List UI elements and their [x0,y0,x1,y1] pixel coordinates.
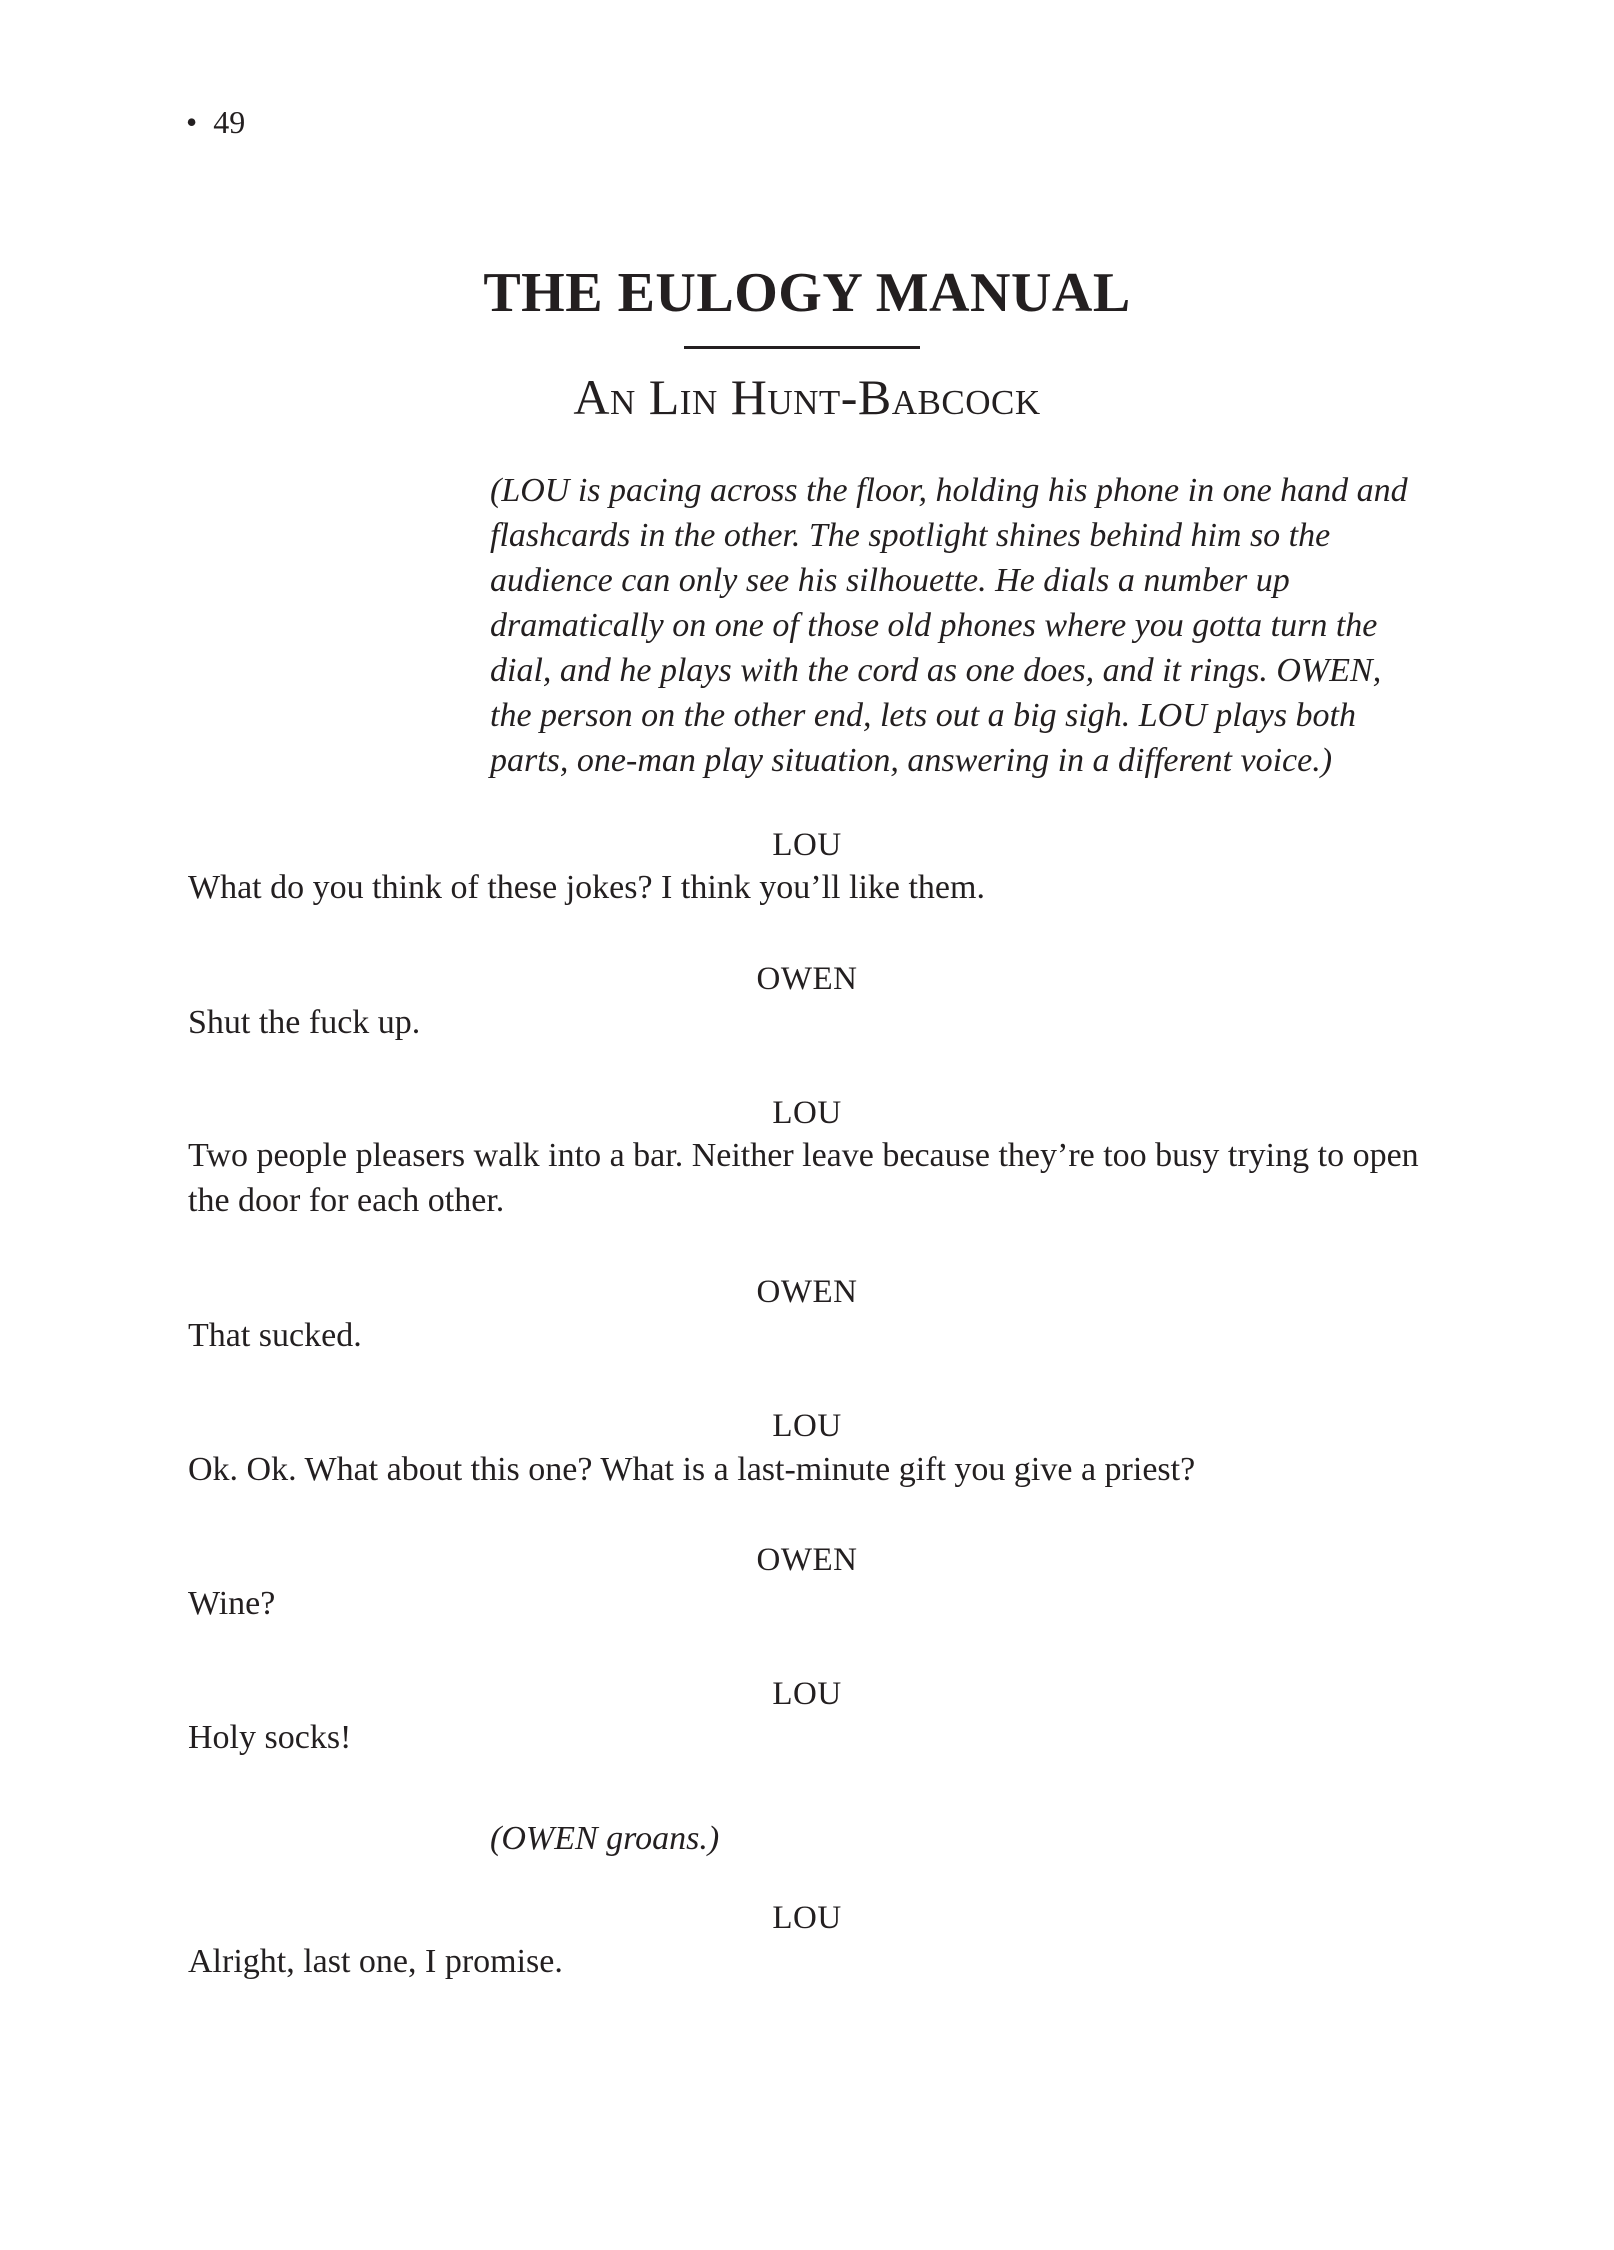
speaker-name: LOU [772,827,842,863]
speaker-name: LOU [772,1900,842,1936]
groan-stage-direction: (OWEN groans.) [490,1820,720,1857]
title-divider [684,346,920,349]
speaker-name: OWEN [756,1274,858,1310]
dialogue-line: Ok. Ok. What about this one? What is a last-minute gift you give a priest? [188,1451,1196,1488]
dialogue-line: Wine? [188,1585,276,1622]
dialogue-line: What do you think of these jokes? I think you’ll like them. [188,869,985,906]
dialogue-line: Two people pleasers walk into a bar. Neither leave because they’re too busy trying to open the door for each other. [188,1137,1419,1219]
page-number-value: 49 [213,104,246,140]
dialogue-line: Shut the fuck up. [188,1004,421,1041]
page-number [186,102,245,142]
dialogue-line: Holy socks! [188,1719,352,1756]
speaker-name: OWEN [756,961,858,997]
dialogue-line: That sucked. [188,1317,362,1354]
play-title: THE EULOGY MANUAL [483,262,1131,324]
speaker-name: OWEN [756,1542,858,1578]
opening-stage-direction: (LOU is pacing across the floor, holding his phone in one hand and flashcards in the other. The spotlight shines behind him so the audience can only see his silhouette. He dials a number up dramatically on one of those old phones where you gotta turn the dial, and he plays with the cord as one does, and it rings. OWEN, the person on the other end, lets out a big sigh. LOU plays both parts, one-man play situation, answering in a different voice.) [490,472,1408,779]
play-author: An Lin Hunt-Babcock [573,369,1041,425]
speaker-name: LOU [772,1408,842,1444]
speaker-name: LOU [772,1095,842,1131]
speaker-name: LOU [772,1676,842,1712]
page-number-bullet: • [186,104,198,140]
dialogue-line: Alright, last one, I promise. [188,1943,563,1980]
